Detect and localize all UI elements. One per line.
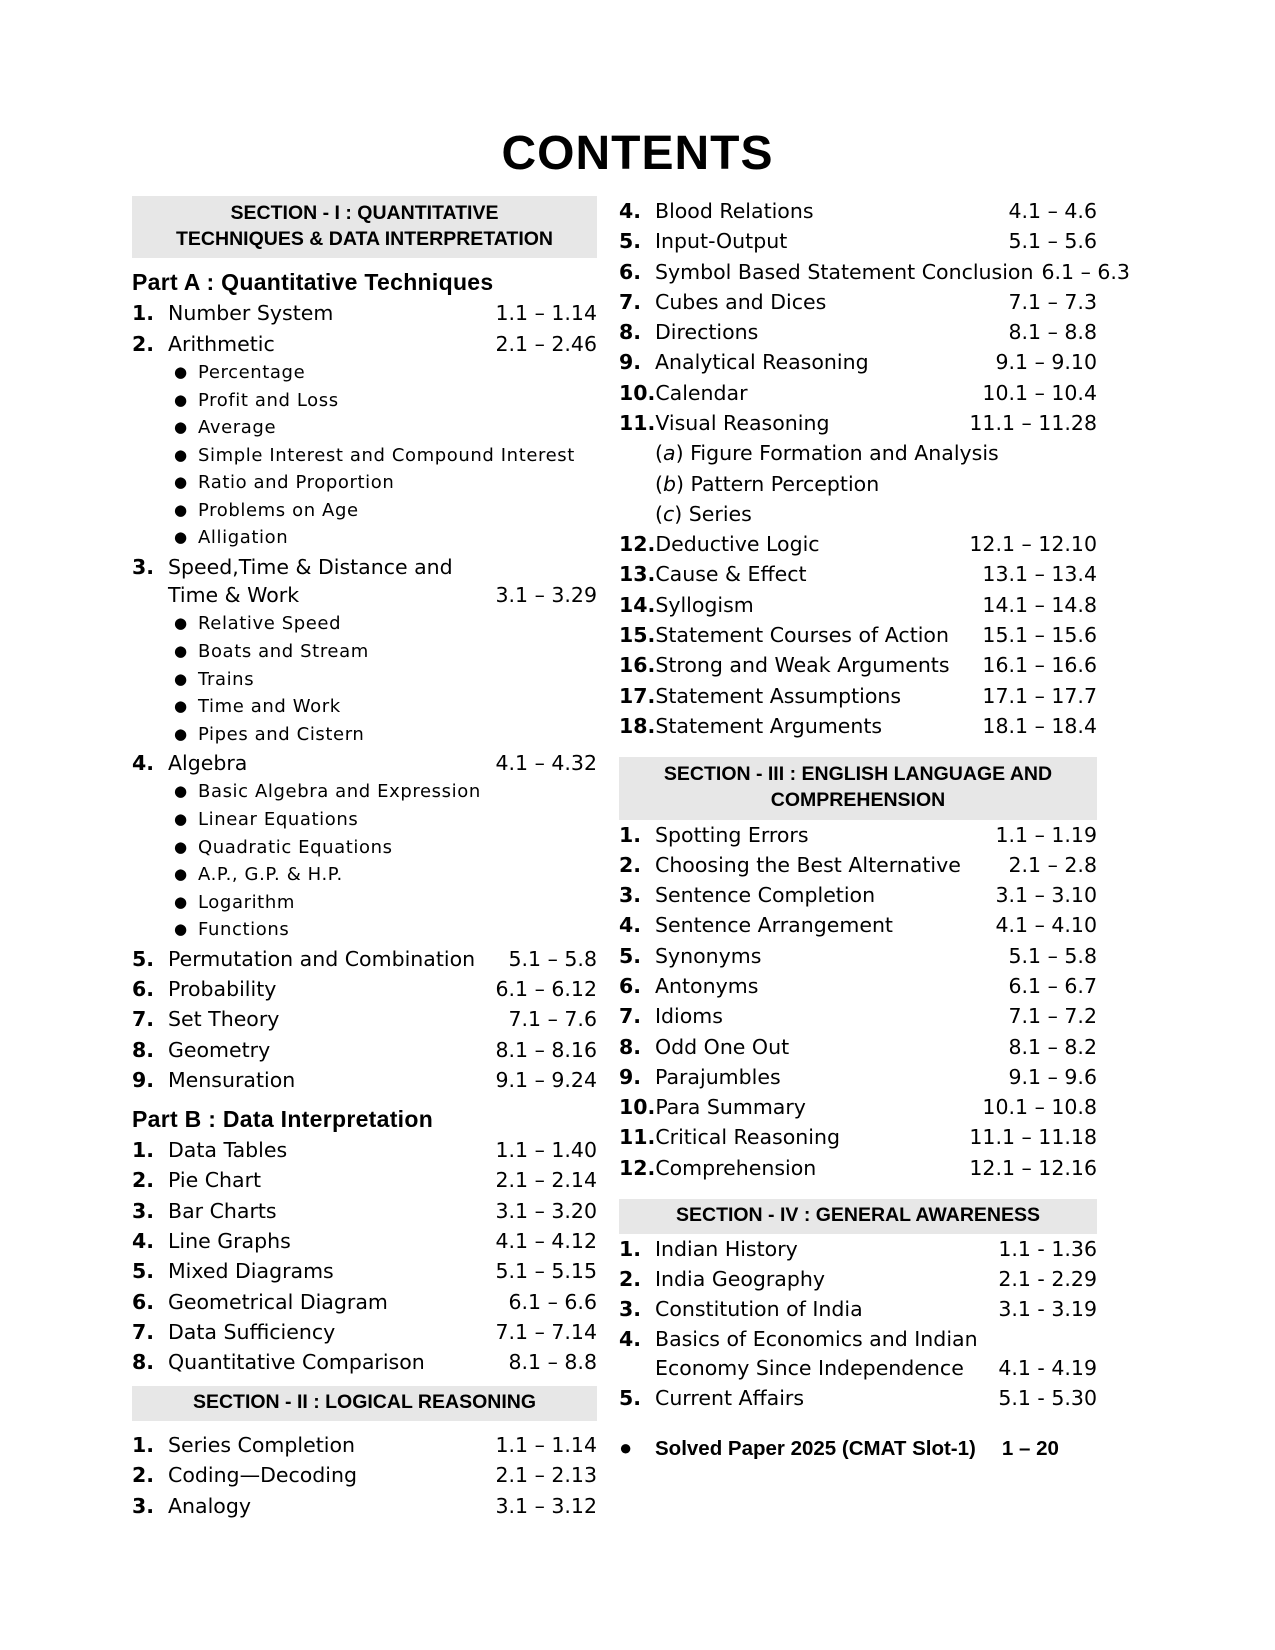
toc-entry[interactable] <box>132 944 597 974</box>
entry-line-1 <box>619 1325 1097 1353</box>
entry-pages: 3.1 – 3.20 <box>495 1198 597 1223</box>
solved-paper-label: Solved Paper 2025 (CMAT Slot-1) <box>655 1437 976 1461</box>
toc-entry[interactable] <box>619 880 1097 910</box>
bullet-icon: ● <box>174 445 188 464</box>
sub-item <box>174 778 597 806</box>
toc-entry[interactable] <box>619 559 1097 589</box>
entry-number: 9. <box>619 350 642 375</box>
toc-entry[interactable] <box>619 226 1097 256</box>
sub-item <box>174 414 597 442</box>
toc-entry[interactable] <box>619 850 1097 880</box>
entry-label: Symbol Based Statement Conclusion <box>655 259 1034 284</box>
section-1-header-line2: TECHNIQUES & DATA INTERPRETATION <box>176 227 553 250</box>
bullet-icon: ● <box>174 641 188 660</box>
sub-item-label: Time and Work <box>198 696 341 718</box>
toc-entry[interactable] <box>132 329 597 359</box>
sub-item-label: Figure Formation and Analysis <box>690 441 999 466</box>
entry-number: 9. <box>619 1064 642 1089</box>
entry-number: 1. <box>132 1138 155 1163</box>
entry-pages: 6.1 – 6.6 <box>508 1289 597 1314</box>
section-4-header: SECTION - IV : GENERAL AWARENESS <box>619 1199 1097 1234</box>
toc-entry[interactable] <box>132 552 597 611</box>
entry-pages: 12.1 – 12.10 <box>969 532 1097 557</box>
bullet-icon: ● <box>174 528 188 547</box>
sub-item-label: Trains <box>198 668 255 690</box>
entry-number: 13. <box>619 562 656 587</box>
left-column <box>132 196 597 1521</box>
entry-number: 7. <box>619 289 642 314</box>
toc-entry[interactable] <box>132 748 597 778</box>
sub-item <box>174 610 597 638</box>
sub-item-marker: c <box>663 501 675 526</box>
part-b-heading: Part B : Data Interpretation <box>132 1106 434 1133</box>
spacer <box>619 1183 1097 1199</box>
entry-label-line2: Economy Since Independence <box>655 1355 964 1380</box>
entry-line-2 <box>168 581 597 609</box>
entry-number: 2. <box>132 331 155 356</box>
entry-number: 7. <box>132 1319 155 1344</box>
entry-number: 12. <box>619 532 656 557</box>
sub-item: (a) Figure Formation and Analysis <box>655 441 999 466</box>
entry-label: Indian History <box>655 1236 798 1261</box>
sub-item <box>174 834 597 862</box>
entry-pages: 9.1 – 9.10 <box>995 350 1097 375</box>
bullet-icon: ● <box>174 418 188 437</box>
bullet-icon: ● <box>174 614 188 633</box>
entry-number: 1. <box>132 301 155 326</box>
solved-paper-pages: 1 – 20 <box>1001 1437 1059 1461</box>
entry-pages: 3.1 - 3.19 <box>998 1297 1097 1322</box>
entry-line-1 <box>132 553 597 581</box>
entry-pages: 5.1 – 5.6 <box>1008 229 1097 254</box>
entry-number: 2. <box>619 1266 642 1291</box>
entry-number: 1. <box>619 1236 642 1261</box>
entry-number: 9. <box>132 1067 155 1092</box>
entry-number: 5. <box>619 943 642 968</box>
toc-entry[interactable] <box>619 1032 1097 1062</box>
bullet-icon: ● <box>174 473 188 492</box>
entry-label: Synonyms <box>655 943 762 968</box>
sub-item-label: Series <box>688 501 752 526</box>
toc-entry[interactable] <box>619 1294 1097 1324</box>
right-column <box>619 196 1130 1521</box>
toc-entry[interactable] <box>619 529 1097 559</box>
entry-pages: 2.1 – 2.14 <box>495 1168 597 1193</box>
entry-label: Sentence Arrangement <box>655 913 893 938</box>
toc-entry[interactable] <box>132 1004 597 1034</box>
entry-label: Line Graphs <box>168 1228 291 1253</box>
toc-entry[interactable] <box>619 1383 1097 1413</box>
entry-pages: 2.1 – 2.46 <box>495 331 597 356</box>
entry-pages: 4.1 – 4.6 <box>1008 199 1097 223</box>
entry-number: 1. <box>132 1433 155 1458</box>
sub-item <box>174 666 597 694</box>
entry-pages: 12.1 – 12.16 <box>969 1155 1097 1180</box>
entry-number: 2. <box>132 1463 155 1488</box>
sub-item <box>174 442 597 470</box>
toc-entry[interactable] <box>132 1035 597 1065</box>
entry-number: 10. <box>619 380 656 405</box>
entry-label: Statement Arguments <box>655 713 883 738</box>
entry-label: Odd One Out <box>655 1034 790 1059</box>
entry-pages: 17.1 – 17.7 <box>982 683 1097 708</box>
entry-pages: 1.1 - 1.36 <box>998 1236 1097 1261</box>
toc-entry[interactable] <box>619 910 1097 940</box>
entry-label: Cubes and Dices <box>655 289 827 314</box>
entry-number: 11. <box>619 1125 656 1150</box>
toc-entry[interactable] <box>619 650 1097 680</box>
entry-number: 8. <box>132 1350 155 1375</box>
entry-label: Para Summary <box>655 1095 806 1120</box>
toc-entry[interactable] <box>619 317 1097 347</box>
entry-number: 5. <box>132 1259 155 1284</box>
sub-item-label: Ratio and Proportion <box>198 472 395 494</box>
entry-pages: 11.1 – 11.18 <box>969 1125 1097 1150</box>
entry-pages: 5.1 – 5.8 <box>508 946 597 971</box>
solved-paper-entry[interactable] <box>619 1435 1097 1461</box>
bullet-icon: ● <box>174 669 188 688</box>
part-a-heading: Part A : Quantitative Techniques <box>132 269 494 296</box>
sub-item-label: Pattern Perception <box>690 471 880 496</box>
sub-item-label: Problems on Age <box>198 499 359 521</box>
entry-label: Idioms <box>655 1004 723 1029</box>
toc-entry[interactable] <box>132 1135 597 1165</box>
entry-pages: 1.1 – 1.19 <box>995 822 1097 847</box>
entry-label-line1: Basics of Economics and Indian <box>655 1327 978 1352</box>
entry-pages: 5.1 – 5.8 <box>1008 943 1097 968</box>
entry-pages: 15.1 – 15.6 <box>982 622 1097 647</box>
toc-entry[interactable] <box>132 1165 597 1195</box>
sub-item <box>174 359 597 387</box>
entry-label: Comprehension <box>655 1155 817 1180</box>
entry-label: Antonyms <box>655 973 759 998</box>
entry-pages: 4.1 - 4.19 <box>998 1355 1097 1380</box>
entry-pages: 13.1 – 13.4 <box>982 562 1097 587</box>
entry-pages: 8.1 – 8.8 <box>1008 320 1097 345</box>
sub-item-label: Boats and Stream <box>198 640 369 662</box>
page-title: CONTENTS <box>501 127 774 180</box>
entry-label: Geometrical Diagram <box>168 1289 388 1314</box>
toc-entry[interactable] <box>132 1226 597 1256</box>
entry-pages: 7.1 – 7.2 <box>1008 1004 1097 1029</box>
entry-number: 3. <box>619 1297 642 1322</box>
entry-pages: 7.1 – 7.14 <box>495 1319 597 1344</box>
entry-pages: 18.1 – 18.4 <box>982 713 1097 738</box>
toc-entry[interactable] <box>132 1317 597 1347</box>
toc-entry[interactable] <box>619 1062 1097 1092</box>
bullet-icon: ● <box>174 724 188 743</box>
toc-entry[interactable] <box>619 590 1097 620</box>
entry-pages: 9.1 – 9.6 <box>1008 1064 1097 1089</box>
sub-item <box>174 497 597 525</box>
entry-pages: 10.1 – 10.8 <box>982 1095 1097 1120</box>
toc-entry[interactable] <box>132 1430 597 1460</box>
entry-number: 10. <box>619 1095 656 1120</box>
entry-number: 4. <box>619 1327 642 1352</box>
entry-pages: 1.1 – 1.14 <box>495 1433 597 1458</box>
entry-pages: 5.1 – 5.15 <box>495 1259 597 1284</box>
entry-pages: 4.1 – 4.10 <box>995 913 1097 938</box>
entry-pages: 6.1 – 6.7 <box>1008 973 1097 998</box>
sub-item <box>174 693 597 721</box>
entry-pages: 16.1 – 16.6 <box>982 653 1097 678</box>
entry-label: Algebra <box>168 751 248 776</box>
entry-label: Statement Courses of Action <box>655 622 949 647</box>
spacer <box>132 1421 597 1430</box>
entry-label-line1: Speed,Time & Distance and <box>168 554 453 579</box>
entry-label: Probability <box>168 977 277 1001</box>
toc-entry[interactable] <box>619 820 1097 850</box>
sub-item-label: Simple Interest and Compound Interest <box>198 444 575 466</box>
entry-number: 3. <box>132 554 155 579</box>
bullet-icon: ● <box>174 500 188 519</box>
entry-number: 6. <box>132 1289 155 1314</box>
entry-number: 3. <box>619 883 642 908</box>
sub-item <box>174 387 597 415</box>
toc-entry[interactable] <box>619 971 1097 1001</box>
entry-number: 17. <box>619 683 656 708</box>
sub-item-label: Relative Speed <box>198 613 342 635</box>
entry-number: 4. <box>132 1228 155 1253</box>
section-2-header: SECTION - II : LOGICAL REASONING <box>132 1386 597 1421</box>
bullet-icon: ● <box>174 920 188 939</box>
toc-entry[interactable] <box>132 974 597 1004</box>
bullet-icon: ● <box>174 697 188 716</box>
entry-pages: 8.1 – 8.8 <box>508 1350 597 1375</box>
entry-label: Critical Reasoning <box>655 1125 840 1150</box>
entry-label: Arithmetic <box>168 331 275 356</box>
section-3-header <box>619 757 1097 819</box>
entry-label: Choosing the Best Alternative <box>655 852 961 877</box>
entry-number: 2. <box>132 1168 155 1193</box>
sub-item: (b) Pattern Perception <box>655 471 880 496</box>
toc-entry[interactable] <box>619 620 1097 650</box>
sub-item-label: Pipes and Cistern <box>198 723 365 745</box>
entry-label: Coding—Decoding <box>168 1463 357 1488</box>
entry-number: 6. <box>132 977 155 1001</box>
toc-entry[interactable] <box>619 681 1097 711</box>
entry-number: 1. <box>619 822 642 847</box>
entry-label: Pie Chart <box>168 1168 262 1193</box>
entry-number: 14. <box>619 592 656 617</box>
entry-number: 15. <box>619 622 656 647</box>
entry-line-2 <box>655 1354 1097 1382</box>
toc-entry[interactable] <box>619 287 1097 317</box>
toc-entry[interactable] <box>619 1092 1097 1122</box>
entry-pages: 3.1 – 3.29 <box>495 583 597 608</box>
sub-item <box>174 806 597 834</box>
sub-item <box>174 638 597 666</box>
entry-pages: 1.1 – 1.14 <box>495 301 597 326</box>
entry-number: 2. <box>619 852 642 877</box>
toc-entry[interactable] <box>619 1264 1097 1294</box>
entry-label: Data Tables <box>168 1138 288 1163</box>
entry-label: Syllogism <box>655 592 754 617</box>
entry-pages: 14.1 – 14.8 <box>982 592 1097 617</box>
sub-item: (c) Series <box>655 501 752 526</box>
entry-pages: 6.1 – 6.3 <box>1041 259 1130 284</box>
toc-entry[interactable] <box>619 941 1097 971</box>
entry-number: 18. <box>619 713 656 738</box>
sub-item-label: Basic Algebra and Expression <box>198 781 481 803</box>
entry-label: Mensuration <box>168 1067 296 1092</box>
toc-entry[interactable] <box>619 1122 1097 1152</box>
entry-pages: 8.1 – 8.16 <box>495 1037 597 1062</box>
entry-pages: 4.1 – 4.32 <box>495 751 597 776</box>
section-3-header-line2: COMPREHENSION <box>770 788 946 811</box>
sub-item-label: Alligation <box>198 527 289 549</box>
bullet-icon: ● <box>174 390 188 409</box>
entry-label: Number System <box>168 301 334 326</box>
section-1-header <box>132 196 597 258</box>
entry-label: Directions <box>655 320 759 345</box>
sub-item <box>174 889 597 917</box>
entry-number: 4. <box>619 913 642 938</box>
entry-number: 6. <box>619 973 642 998</box>
entry-label: Set Theory <box>168 1007 280 1032</box>
spacer <box>619 741 1097 757</box>
entry-number: 8. <box>619 1034 642 1059</box>
entry-number: 5. <box>132 946 155 971</box>
bullet-icon: ● <box>174 363 188 382</box>
entry-label: Blood Relations <box>655 199 814 223</box>
entry-number: 3. <box>132 1198 155 1223</box>
entry-label: Analogy <box>168 1493 251 1518</box>
toc-entry[interactable] <box>132 1196 597 1226</box>
bullet-icon: ● <box>174 809 188 828</box>
toc-entry[interactable] <box>619 196 1097 226</box>
sub-item <box>174 861 597 889</box>
entry-pages: 7.1 – 7.6 <box>508 1007 597 1032</box>
entry-pages: 7.1 – 7.3 <box>1008 289 1097 314</box>
toc-entry[interactable] <box>619 1153 1097 1183</box>
entry-number: 16. <box>619 653 656 678</box>
toc-entry[interactable] <box>619 408 1097 438</box>
bullet-icon: ● <box>619 1435 633 1461</box>
entry-label: Visual Reasoning <box>655 410 830 435</box>
entry-number: 7. <box>619 1004 642 1029</box>
toc-entry[interactable] <box>619 347 1097 377</box>
entry-number: 3. <box>132 1493 155 1518</box>
toc-entry[interactable] <box>619 1234 1097 1264</box>
entry-number: 6. <box>619 259 642 284</box>
entry-pages: 2.1 – 2.13 <box>495 1463 597 1488</box>
entry-label: India Geography <box>655 1266 826 1291</box>
toc-entry[interactable] <box>619 378 1097 408</box>
entry-number: 8. <box>132 1037 155 1062</box>
section-1-header-line1: SECTION - I : QUANTITATIVE <box>230 202 499 224</box>
entry-label: Bar Charts <box>168 1198 277 1223</box>
entry-pages: 1.1 – 1.40 <box>495 1138 597 1163</box>
entry-number: 5. <box>619 229 642 254</box>
entry-number: 7. <box>132 1007 155 1032</box>
entry-label: Input-Output <box>655 229 788 254</box>
entry-number: 4. <box>619 199 642 223</box>
sub-item-label: Quadratic Equations <box>198 836 393 858</box>
entry-label: Constitution of India <box>655 1297 863 1322</box>
bullet-icon: ● <box>174 837 188 856</box>
entry-pages: 8.1 – 8.2 <box>1008 1034 1097 1059</box>
entry-number: 8. <box>619 320 642 345</box>
bullet-icon: ● <box>174 892 188 911</box>
entry-label-line2: Time & Work <box>168 583 300 608</box>
entry-pages: 4.1 – 4.12 <box>495 1228 597 1253</box>
entry-pages: 6.1 – 6.12 <box>495 977 597 1001</box>
entry-pages: 10.1 – 10.4 <box>982 380 1097 405</box>
sub-item-label: Profit and Loss <box>198 389 339 411</box>
entry-number: 11. <box>619 410 656 435</box>
entry-label: Geometry <box>168 1037 271 1062</box>
entry-label: Statement Assumptions <box>655 683 902 708</box>
toc-entry[interactable] <box>619 1324 1097 1383</box>
sub-item <box>174 916 597 944</box>
toc-entry[interactable] <box>132 1256 597 1286</box>
entry-label: Data Sufficiency <box>168 1319 336 1344</box>
toc-entry[interactable] <box>132 298 597 328</box>
entry-label: Cause & Effect <box>655 562 807 587</box>
toc-entry[interactable] <box>132 1491 597 1521</box>
entry-number: 4. <box>132 751 155 776</box>
entry-pages: 3.1 – 3.12 <box>495 1493 597 1518</box>
entry-pages: 11.1 – 11.28 <box>969 410 1097 435</box>
entry-label: Calendar <box>655 380 748 405</box>
spacer <box>132 1377 597 1386</box>
entry-label: Mixed Diagrams <box>168 1259 334 1284</box>
entry-label: Spotting Errors <box>655 822 809 847</box>
entry-number: 5. <box>619 1386 642 1411</box>
sub-item <box>174 469 597 497</box>
toc-entry[interactable] <box>132 1287 597 1317</box>
sub-item-label: Linear Equations <box>198 808 359 830</box>
entry-label: Strong and Weak Arguments <box>655 653 950 678</box>
entry-label: Series Completion <box>168 1433 355 1458</box>
bullet-icon: ● <box>174 865 188 884</box>
entry-pages: 9.1 – 9.24 <box>495 1067 597 1092</box>
entry-label: Sentence Completion <box>655 883 876 908</box>
entry-pages: 3.1 – 3.10 <box>995 883 1097 908</box>
toc-entry[interactable] <box>619 257 1130 287</box>
sub-item-label: Average <box>198 417 277 439</box>
entry-label: Current Affairs <box>655 1386 805 1411</box>
entry-pages: 2.1 - 2.29 <box>998 1266 1097 1291</box>
bullet-icon: ● <box>174 782 188 801</box>
entry-pages: 2.1 – 2.8 <box>1008 852 1097 877</box>
sub-item-label: Percentage <box>198 362 306 384</box>
sub-item-marker: a <box>663 441 676 466</box>
toc-entry[interactable] <box>619 1001 1097 1031</box>
sub-item-label: Functions <box>198 919 290 941</box>
entry-label: Quantitative Comparison <box>168 1350 425 1375</box>
sub-item-marker: b <box>663 471 677 496</box>
entry-pages: 5.1 - 5.30 <box>998 1386 1097 1411</box>
toc-entry[interactable] <box>132 1460 597 1490</box>
sub-item <box>174 721 597 749</box>
toc-entry[interactable] <box>132 1065 597 1095</box>
toc-entry[interactable] <box>132 1347 597 1377</box>
sub-item-label: Logarithm <box>198 891 295 913</box>
entry-label: Deductive Logic <box>655 532 820 557</box>
contents-columns <box>132 196 1142 1521</box>
toc-entry[interactable] <box>619 711 1097 741</box>
sub-item <box>174 524 597 552</box>
entry-label: Analytical Reasoning <box>655 350 869 375</box>
entry-number: 12. <box>619 1155 656 1180</box>
entry-label: Parajumbles <box>655 1064 781 1089</box>
entry-label: Permutation and Combination <box>168 946 476 971</box>
section-3-header-line1: SECTION - III : ENGLISH LANGUAGE AND <box>663 763 1053 786</box>
sub-item-label: A.P., G.P. & H.P. <box>198 864 343 886</box>
